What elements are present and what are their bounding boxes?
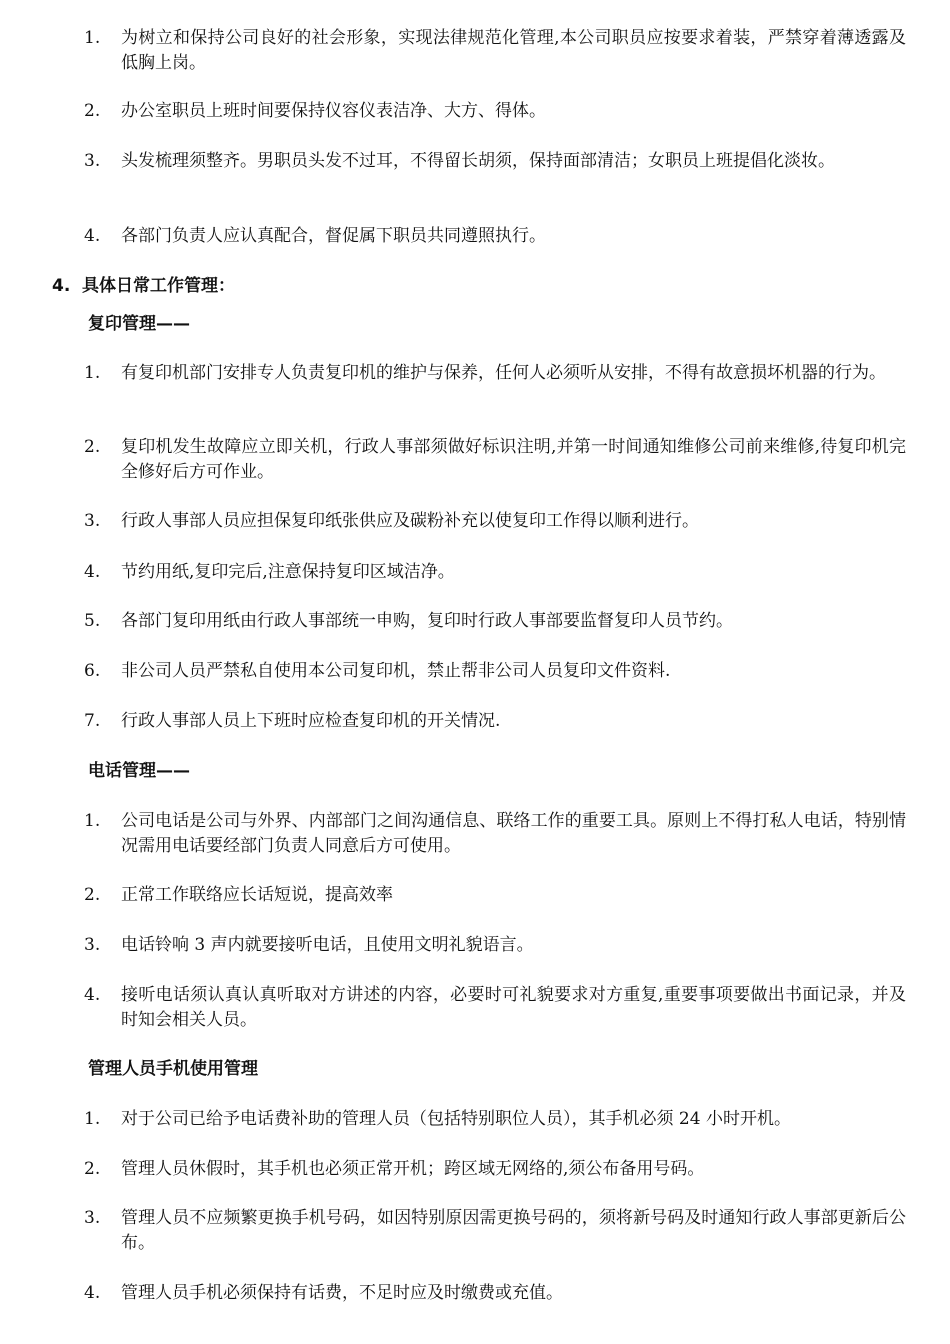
list-number: 3. xyxy=(84,935,101,955)
list-text: 为树立和保持公司良好的社会形象，实现法律规范化管理,本公司职员应按要求着装，严禁穿着薄透露及低胸上岗。 xyxy=(121,28,906,73)
copy-management-heading: 复印管理—— xyxy=(88,314,190,334)
list-item xyxy=(84,99,906,124)
list-text: 接听电话须认真认真听取对方讲述的内容，必要时可礼貌要求对方重复,重要事项要做出书面记录，并及时知会相关人员。 xyxy=(121,985,906,1030)
list-number: 6. xyxy=(84,661,101,681)
list-number: 4. xyxy=(84,562,101,582)
list-item xyxy=(84,26,906,76)
list-item xyxy=(84,609,906,634)
list-item xyxy=(84,709,906,734)
list-number: 2. xyxy=(84,885,101,905)
list-text: 对于公司已给予电话费补助的管理人员（包括特别职位人员），其手机必须 24 小时开机。 xyxy=(121,1109,791,1129)
list-item xyxy=(84,1107,906,1132)
list-text: 节约用纸,复印完后,注意保持复印区域洁净。 xyxy=(121,562,455,582)
list-item xyxy=(84,224,906,249)
list-number: 1. xyxy=(84,363,101,383)
list-text: 非公司人员严禁私自使用本公司复印机，禁止帮非公司人员复印文件资料. xyxy=(121,661,671,681)
list-text: 管理人员休假时，其手机也必须正常开机；跨区域无网络的,须公布备用号码。 xyxy=(121,1159,705,1179)
list-item xyxy=(84,809,906,859)
section-number: 4. xyxy=(52,276,71,296)
list-item xyxy=(84,883,906,908)
list-number: 4. xyxy=(84,1283,101,1303)
list-text: 头发梳理须整齐。男职员头发不过耳，不得留长胡须，保持面部清洁；女职员上班提倡化淡妆。 xyxy=(121,151,835,171)
mobile-management-heading: 管理人员手机使用管理 xyxy=(88,1059,258,1079)
list-text: 行政人事部人员应担保复印纸张供应及碳粉补充以使复印工作得以顺利进行。 xyxy=(121,511,699,531)
section-title: 具体日常工作管理： xyxy=(82,276,235,296)
list-number: 3. xyxy=(84,511,101,531)
list-number: 1. xyxy=(84,811,101,831)
list-number: 5. xyxy=(84,611,101,631)
list-item xyxy=(84,1281,906,1306)
list-number: 2. xyxy=(84,101,101,121)
list-number: 2. xyxy=(84,1159,101,1179)
list-item xyxy=(84,509,906,534)
list-number: 1. xyxy=(84,1109,101,1129)
list-item xyxy=(84,983,906,1033)
list-text: 管理人员手机必须保持有话费，不足时应及时缴费或充值。 xyxy=(121,1283,563,1303)
list-text: 各部门负责人应认真配合，督促属下职员共同遵照执行。 xyxy=(121,226,546,246)
list-number: 7. xyxy=(84,711,101,731)
list-item xyxy=(84,361,906,386)
list-text: 正常工作联络应长话短说，提高效率 xyxy=(121,885,393,905)
list-text: 行政人事部人员上下班时应检查复印机的开关情况. xyxy=(121,711,501,731)
phone-management-heading: 电话管理—— xyxy=(88,761,190,781)
list-number: 2. xyxy=(84,437,101,457)
list-text: 各部门复印用纸由行政人事部统一申购，复印时行政人事部要监督复印人员节约。 xyxy=(121,611,733,631)
list-text: 公司电话是公司与外界、内部部门之间沟通信息、联络工作的重要工具。原则上不得打私人电话，特别情况需用电话要经部门负责人同意后方可使用。 xyxy=(121,811,906,856)
list-item xyxy=(84,933,906,958)
list-item xyxy=(84,149,906,174)
list-item xyxy=(84,659,906,684)
list-text: 有复印机部门安排专人负责复印机的维护与保养，任何人必须听从安排，不得有故意损坏机器的行为。 xyxy=(121,363,886,383)
list-item xyxy=(84,435,906,485)
list-text: 电话铃响 3 声内就要接听电话，且使用文明礼貌语言。 xyxy=(121,935,534,955)
list-item xyxy=(84,1206,906,1256)
section-heading xyxy=(52,274,235,299)
list-number: 1. xyxy=(84,28,101,48)
list-number: 3. xyxy=(84,1208,101,1228)
list-text: 办公室职员上班时间要保持仪容仪表洁净、大方、得体。 xyxy=(121,101,546,121)
list-text: 复印机发生故障应立即关机，行政人事部须做好标识注明,并第一时间通知维修公司前来维修,待复印机完全修好后方可作业。 xyxy=(121,437,906,482)
list-item xyxy=(84,1157,906,1182)
list-item xyxy=(84,560,906,585)
list-text: 管理人员不应频繁更换手机号码，如因特别原因需更换号码的，须将新号码及时通知行政人事部更新后公布。 xyxy=(121,1208,906,1253)
list-number: 4. xyxy=(84,985,101,1005)
list-number: 3. xyxy=(84,151,101,171)
list-number: 4. xyxy=(84,226,101,246)
